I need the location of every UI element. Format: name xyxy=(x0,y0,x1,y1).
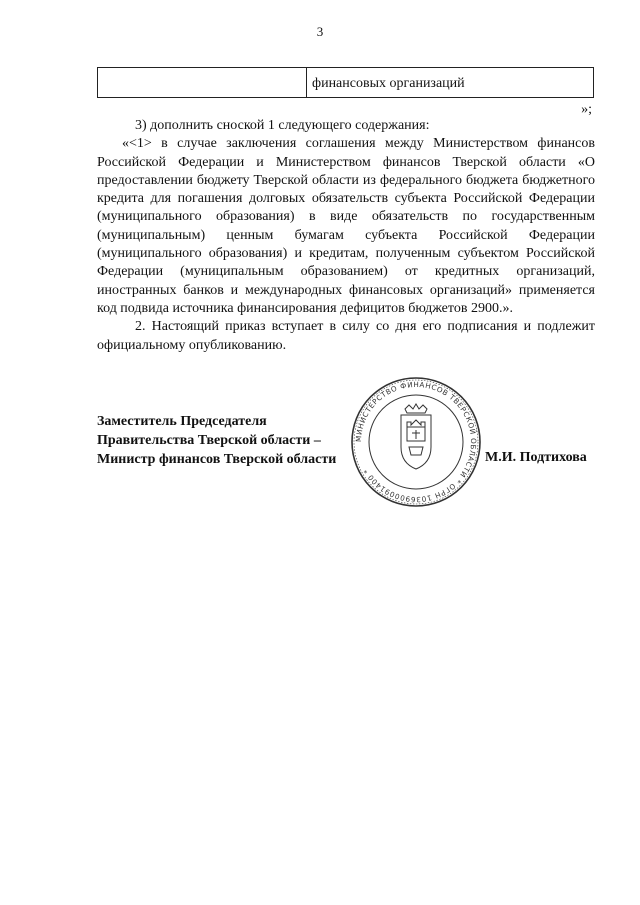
closing-quote: »; xyxy=(581,102,592,117)
table-column-divider xyxy=(306,68,307,97)
document-body xyxy=(97,117,595,355)
paragraph-item-3: 3) дополнить сноской 1 следующего содержания: xyxy=(135,118,430,133)
svg-text:МИНИСТЕРСТВО ФИНАНСОВ ТВЕРСКОЙ xyxy=(354,380,478,504)
table-cell-right: финансовых организаций xyxy=(312,76,465,91)
signer-title-line-3: Министр финансов Тверской области xyxy=(97,452,337,467)
official-seal-stamp xyxy=(349,375,483,509)
signer-title-line-1: Заместитель Председателя xyxy=(97,414,267,429)
page-number: 3 xyxy=(316,24,324,39)
paragraph-footnote: «<1> в случае заключения соглашения между Министерством финансов Российской Федерации и Министерством финансов Тверской области «О предоставлении бюджету Тверской области из федерального бюджета бюджетного кредита для погашения долговых обязательств субъекта Российской Федерации (муниципального образования) в виде обязательств по государственным (муниципальным) ценным бумагам субъекта Российской Федерации (муниципального образования) и кредитам, полученным субъектом Российской Федерации (муниципальным образованием) от кредитных организаций, иностранных банков и международных финансовых организаций» применяется код подвида источника финансирования дефицитов бюджетов 2900.». xyxy=(97,136,595,316)
coat-of-arms-icon xyxy=(401,404,431,469)
signer-name: М.И. Подтихова xyxy=(485,450,587,465)
table-fragment xyxy=(97,67,594,98)
paragraph-item-2: 2. Настоящий приказ вступает в силу со дня его подписания и подлежит официальному опубликованию. xyxy=(97,319,595,353)
signature-block xyxy=(97,412,336,469)
signer-title-line-2: Правительства Тверской области – xyxy=(97,433,321,448)
seal-ring-text: МИНИСТЕРСТВО ФИНАНСОВ ТВЕРСКОЙ ОБЛАСТИ * ОГРН 1036900091400 * xyxy=(353,379,479,505)
